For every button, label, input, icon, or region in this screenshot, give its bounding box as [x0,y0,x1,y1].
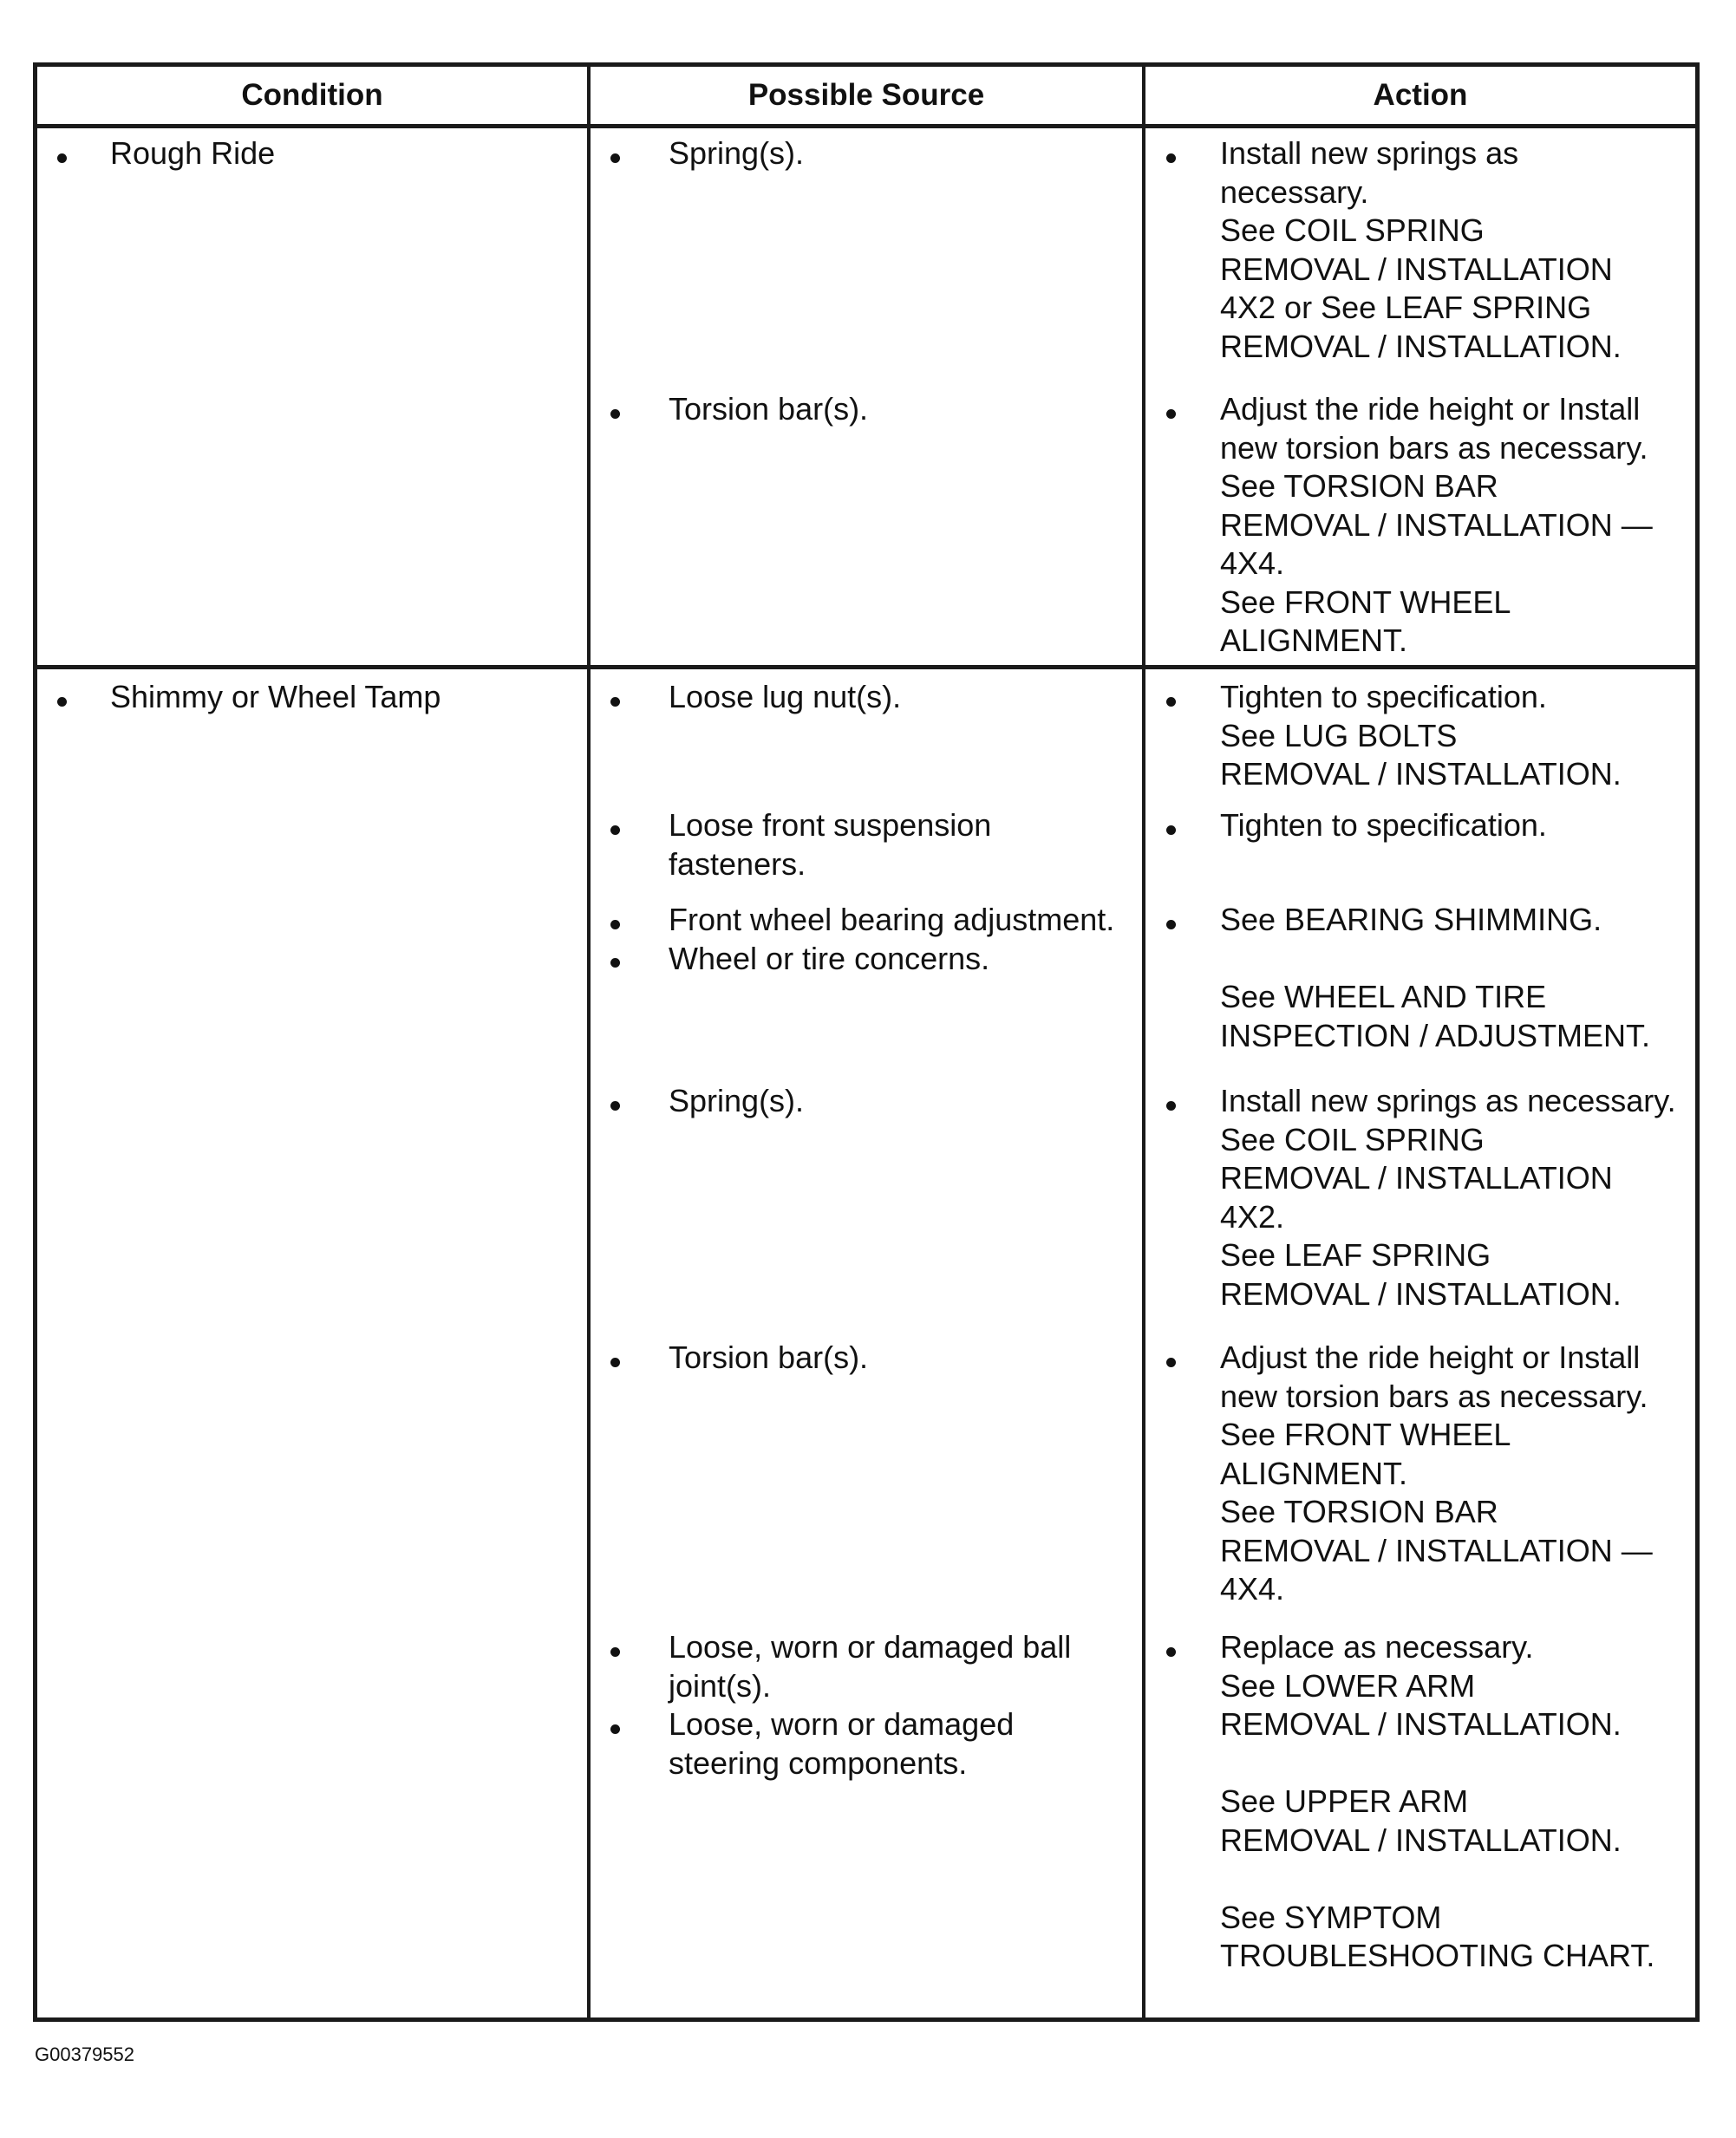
bullet-icon [610,1101,620,1111]
header-condition: Condition [241,78,383,112]
action-line: REMOVAL / INSTALLATION. [1220,756,1622,792]
action-line: See FRONT WHEEL [1220,1417,1511,1452]
action-line: 4X2. [1220,1198,1285,1235]
action-line: REMOVAL / INSTALLATION. [1220,328,1622,364]
action-line: TROUBLESHOOTING CHART. [1220,1938,1655,1973]
bullet-icon [610,1647,620,1657]
action-text [1220,1339,1653,1609]
action-line: See WHEEL AND TIRE [1220,979,1547,1014]
bullet-icon [610,153,620,163]
bullet-icon [57,153,67,163]
bullet-icon [1166,1647,1176,1657]
action-line: See LEAF SPRING [1220,1237,1491,1273]
action-line: See LOWER ARM [1220,1667,1476,1704]
source-line: Wheel or tire concerns. [669,940,990,976]
action-text [1220,678,1622,794]
action-line: ALIGNMENT. [1220,1455,1408,1491]
bullet-icon [57,697,67,707]
source-text: Spring(s). [669,135,805,171]
action-line [1220,1860,1654,1899]
source-line: Loose front suspension [669,807,992,843]
source-line: Loose, worn or damaged [669,1706,1015,1742]
action-text [1220,1082,1676,1313]
column-divider [587,67,591,2017]
column-divider [1142,67,1145,2017]
action-line: 4X4. [1220,1571,1285,1607]
bullet-icon [610,697,620,707]
header-divider [37,124,1695,128]
action-line: REMOVAL / INSTALLATION — [1220,506,1653,543]
bullet-icon [1166,825,1176,835]
action-line: See FRONT WHEEL [1220,583,1511,620]
source-text: Torsion bar(s). [669,1340,869,1375]
source-line: Front wheel bearing adjustment. [669,902,1115,937]
action-line: new torsion bars as necessary. [1220,1378,1648,1414]
bullet-icon [1166,697,1176,707]
action-line: necessary. [1220,173,1369,210]
action-line: REMOVAL / INSTALLATION — [1220,1532,1653,1568]
header-action: Action [1373,78,1468,112]
bullet-icon [610,1358,620,1367]
action-line: INSPECTION / ADJUSTMENT. [1220,1017,1651,1053]
source-text: Loose lug nut(s). [669,679,902,714]
source-line: steering components. [669,1744,968,1781]
action-text [1220,1628,1654,1976]
action-line: See BEARING SHIMMING. [1220,902,1602,937]
action-line: 4X2 or See LEAF SPRING [1220,290,1592,325]
action-line: ALIGNMENT. [1220,622,1408,658]
action-line: REMOVAL / INSTALLATION [1220,251,1613,287]
bullet-icon [610,409,620,419]
action-line: REMOVAL / INSTALLATION. [1220,1275,1622,1312]
action-line: See TORSION BAR [1220,1494,1498,1529]
action-line: Adjust the ride height or Install [1220,1340,1641,1375]
source-text [669,806,991,883]
action-line: Tighten to specification. [1220,679,1547,714]
action-line: REMOVAL / INSTALLATION. [1220,1706,1622,1742]
bullet-icon [1166,1358,1176,1367]
action-line: Install new springs as [1220,135,1519,171]
bullet-icon [610,1724,620,1734]
source-line: Loose, worn or damaged ball [669,1629,1072,1665]
figure-id: G00379552 [35,2043,134,2065]
bullet-icon [610,958,620,968]
bullet-icon [1166,920,1176,929]
action-line: See TORSION BAR [1220,468,1498,504]
action-line: See LUG BOLTS [1220,717,1458,753]
row-divider [37,665,1695,669]
action-line: See SYMPTOM [1220,1899,1442,1935]
action-line: REMOVAL / INSTALLATION [1220,1160,1613,1196]
source-line: joint(s). [669,1667,772,1704]
action-line: 4X4. [1220,545,1285,581]
action-text [1220,390,1653,661]
bullet-icon [610,825,620,835]
action-line [1220,940,1650,979]
condition-text: Shimmy or Wheel Tamp [110,679,441,714]
source-text: Spring(s). [669,1083,805,1118]
header-possible-source: Possible Source [747,78,985,112]
action-line [1220,1744,1654,1783]
bullet-icon [1166,409,1176,419]
source-text [669,1628,1071,1783]
troubleshooting-table [33,62,1700,2022]
action-line: Replace as necessary. [1220,1629,1534,1665]
action-line: See UPPER ARM [1220,1783,1469,1819]
action-text [1220,901,1650,1055]
action-line: REMOVAL / INSTALLATION. [1220,1822,1622,1858]
bullet-icon [1166,153,1176,163]
bullet-icon [610,920,620,929]
action-line: Adjust the ride height or Install [1220,391,1641,427]
source-text: Torsion bar(s). [669,391,869,427]
action-line: See COIL SPRING [1220,1121,1485,1157]
action-line: new torsion bars as necessary. [1220,429,1648,466]
bullet-icon [1166,1101,1176,1111]
action-text [1220,134,1622,366]
action-line: Install new springs as necessary. [1220,1083,1676,1118]
action-text: Tighten to specification. [1220,807,1547,843]
action-line: See COIL SPRING [1220,212,1485,248]
condition-text: Rough Ride [110,135,276,171]
source-text [669,901,1114,978]
source-line: fasteners. [669,845,806,882]
